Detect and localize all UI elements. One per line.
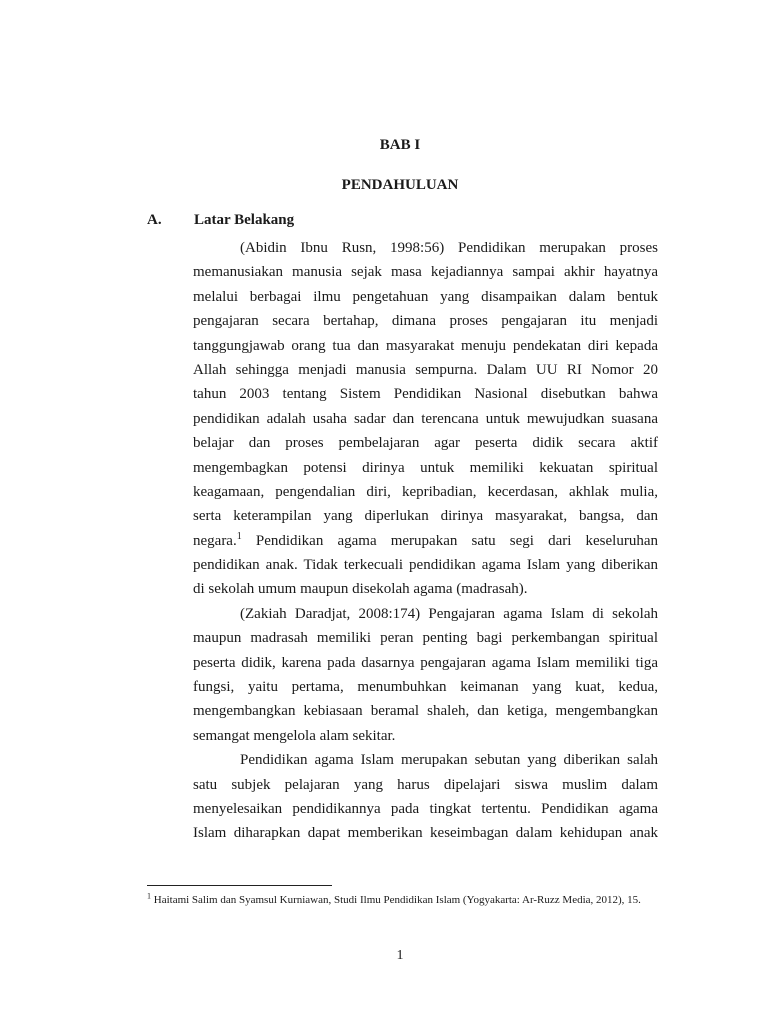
paragraph-line: belajar dan proses pembelajaran agar peserta didik secara aktif <box>193 435 658 452</box>
paragraph-line: melalui berbagai ilmu pengetahuan yang disampaikan dalam bentuk <box>193 288 658 305</box>
paragraph-line: Islam diharapkan dapat memberikan keseimbagan dalam kehidupan anak <box>193 825 658 842</box>
paragraph-line: di sekolah umum maupun disekolah agama (madrasah). <box>193 581 528 598</box>
chapter-title: PENDAHULUAN <box>341 177 459 193</box>
paragraph-line: satu subjek pelajaran yang harus dipelajari siswa muslim dalam <box>193 776 658 793</box>
paragraph-line: keagamaan, pengendalian diri, kepribadian, kecerdasan, akhlak mulia, <box>193 483 658 500</box>
paragraph-line: tahun 2003 tentang Sistem Pendidikan Nasional disebutkan bahwa <box>193 386 658 403</box>
section-title: Latar Belakang <box>194 212 295 228</box>
paragraph-line: menyelesaikan pendidikannya pada tingkat tertentu. Pendidikan agama <box>193 800 658 817</box>
paragraph-line: Allah sehingga menjadi manusia sempurna. Dalam UU RI Nomor 20 <box>193 361 658 378</box>
footnote <box>147 893 647 908</box>
paragraph-line: (Abidin Ibnu Rusn, 1998:56) Pendidikan merupakan proses <box>240 240 658 256</box>
chapter-number: BAB I <box>379 137 421 153</box>
paragraph-line: fungsi, yaitu pertama, menumbuhkan keimanan yang kuat, kedua, <box>193 679 658 696</box>
paragraph-line: peserta didik, karena pada dasarnya pengajaran agama Islam memiliki tiga <box>193 654 658 671</box>
paragraph-line: semangat mengelola alam sekitar. <box>193 727 396 744</box>
paragraph-line: Pendidikan agama Islam merupakan sebutan yang diberikan salah <box>240 752 658 769</box>
footnote-divider <box>147 885 332 886</box>
paragraph-line: mengembangkan kebiasaan beramal shaleh, dan ketiga, mengembangkan <box>193 703 658 720</box>
paragraph-line: memanusiakan manusia sejak masa kejadiannya sampai akhir hayatnya <box>193 264 658 281</box>
page-number: 1 <box>396 948 404 963</box>
footnote-text: Haitami Salim dan Syamsul Kurniawan, Studi Ilmu Pendidikan Islam (Yogyakarta: Ar-Ruzz Media, 2012), 15. <box>151 894 641 906</box>
paragraph-line: pendidikan anak. Tidak terkecuali pendidikan agama Islam yang diberikan <box>193 557 658 574</box>
footnote-mark: 1 <box>147 891 151 901</box>
paragraph-line: maupun madrasah memiliki peran penting bagi perkembangan spiritual <box>193 630 658 647</box>
line-start: negara. <box>193 532 237 549</box>
paragraph-line: serta keterampilan yang diperlukan dirinya masyarakat, bangsa, dan <box>193 508 658 525</box>
line-end: Pendidikan agama merupakan satu segi dari keseluruhan <box>241 532 658 549</box>
paragraph-line: tanggungjawab orang tua dan masyarakat menuju pendekatan diri kepada <box>193 337 658 354</box>
paragraph-line <box>193 529 658 553</box>
footnote-reference[interactable]: 1 <box>236 530 242 542</box>
section-letter: A. <box>147 212 162 228</box>
paragraph-line: mengembagkan potensi dirinya untuk memiliki kekuatan spiritual <box>193 459 658 476</box>
body-text <box>193 236 658 846</box>
paragraph-line: pengajaran secara bertahap, dimana proses pengajaran itu menjadi <box>193 313 658 330</box>
paragraph-line: (Zakiah Daradjat, 2008:174) Pengajaran agama Islam di sekolah <box>240 605 658 622</box>
paragraph-line: pendidikan adalah usaha sadar dan terencana untuk mewujudkan suasana <box>193 410 658 427</box>
section-heading <box>147 211 294 229</box>
